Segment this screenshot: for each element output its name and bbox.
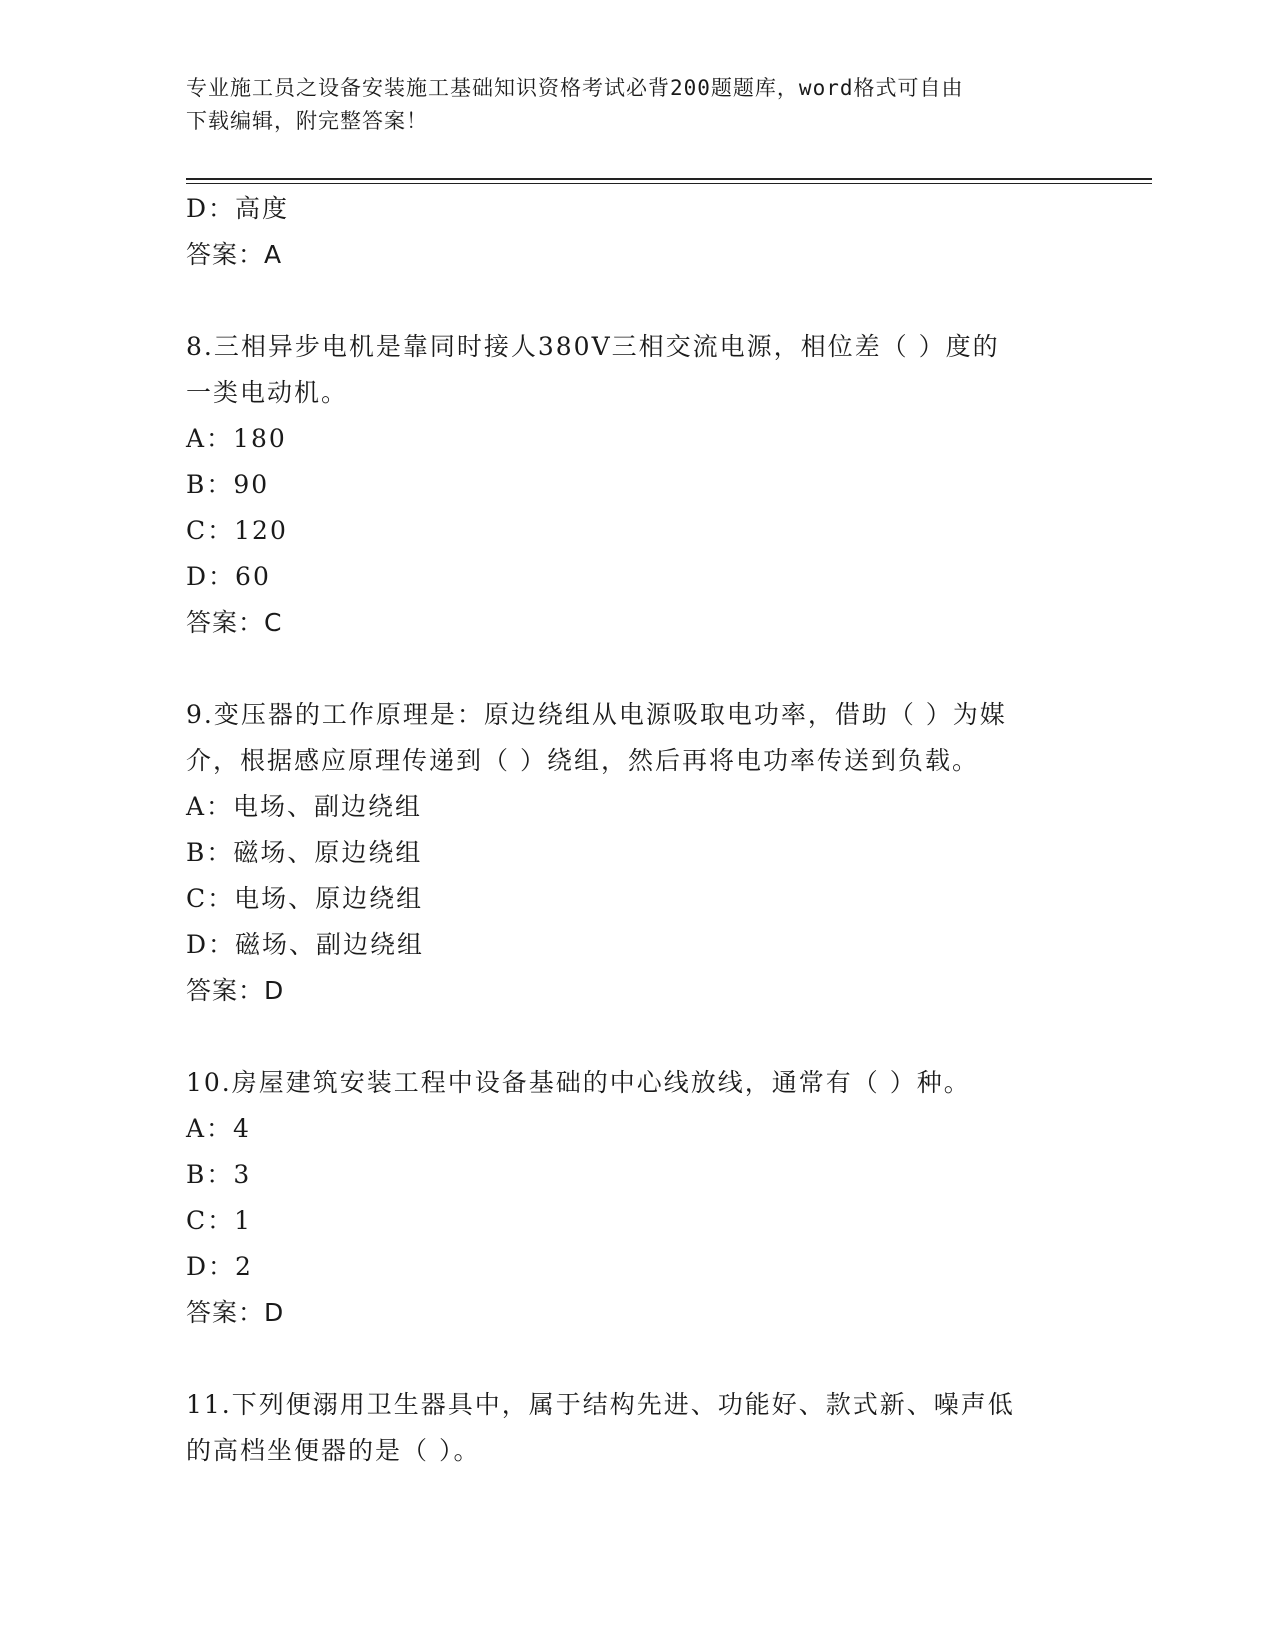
spacer xyxy=(186,646,1086,692)
question-8-option-c: C：120 xyxy=(186,516,288,545)
question-8-answer: 答案：C xyxy=(186,608,283,637)
answer-line: 答案：A xyxy=(186,240,283,269)
question-8-option-d: D：60 xyxy=(186,562,271,591)
question-10-option-d: D：2 xyxy=(186,1252,253,1281)
spacer xyxy=(186,1014,1086,1060)
question-9-option-a: A：电场、副边绕组 xyxy=(186,792,423,821)
question-9-stem-line-1: 9.变压器的工作原理是：原边绕组从电源吸取电功率，借助（ ）为媒 xyxy=(186,700,1007,729)
question-10-answer: 答案：D xyxy=(186,1298,285,1327)
question-9-answer: 答案：D xyxy=(186,976,285,1005)
question-9-stem xyxy=(186,692,1086,784)
question-11-stem-line-2: 的高档坐便器的是（ ）。 xyxy=(186,1436,481,1465)
header-line-1: 专业施工员之设备安装施工基础知识资格考试必背200题题库，word格式可自由 xyxy=(186,76,964,100)
question-9-option-b: B：磁场、原边绕组 xyxy=(186,838,423,867)
question-10-option-a: A：4 xyxy=(186,1114,251,1143)
question-9-stem-line-2: 介，根据感应原理传递到（ ）绕组，然后再将电功率传送到负载。 xyxy=(186,746,979,775)
question-8-option-b: B：90 xyxy=(186,470,270,499)
question-9-option-c: C：电场、原边绕组 xyxy=(186,884,424,913)
question-8-stem-line-2: 一类电动机。 xyxy=(186,378,349,407)
header-line-2: 下载编辑，附完整答案！ xyxy=(186,109,428,133)
spacer xyxy=(186,1336,1086,1382)
question-8-stem-line-1: 8.三相异步电机是靠同时接人380V三相交流电源，相位差（ ）度的 xyxy=(186,332,1000,361)
header-rule-thick xyxy=(186,178,1152,180)
question-8-option-a: A：180 xyxy=(186,424,287,453)
question-content xyxy=(186,186,1086,1474)
header-rule-thin xyxy=(186,183,1152,184)
question-10-stem-line-1: 10.房屋建筑安装工程中设备基础的中心线放线，通常有（ ）种。 xyxy=(186,1068,971,1097)
question-11-stem xyxy=(186,1382,1086,1474)
question-10-option-c: C：1 xyxy=(186,1206,253,1235)
question-9-option-d: D：磁场、副边绕组 xyxy=(186,930,425,959)
question-8-stem xyxy=(186,324,1086,416)
spacer xyxy=(186,278,1086,324)
question-11-stem-line-1: 11.下列便溺用卫生器具中，属于结构先进、功能好、款式新、噪声低 xyxy=(186,1390,1015,1419)
question-10-option-b: B：3 xyxy=(186,1160,252,1189)
question-10-stem xyxy=(186,1060,1086,1106)
page-header xyxy=(186,72,1066,138)
option-d: D：高度 xyxy=(186,194,290,223)
